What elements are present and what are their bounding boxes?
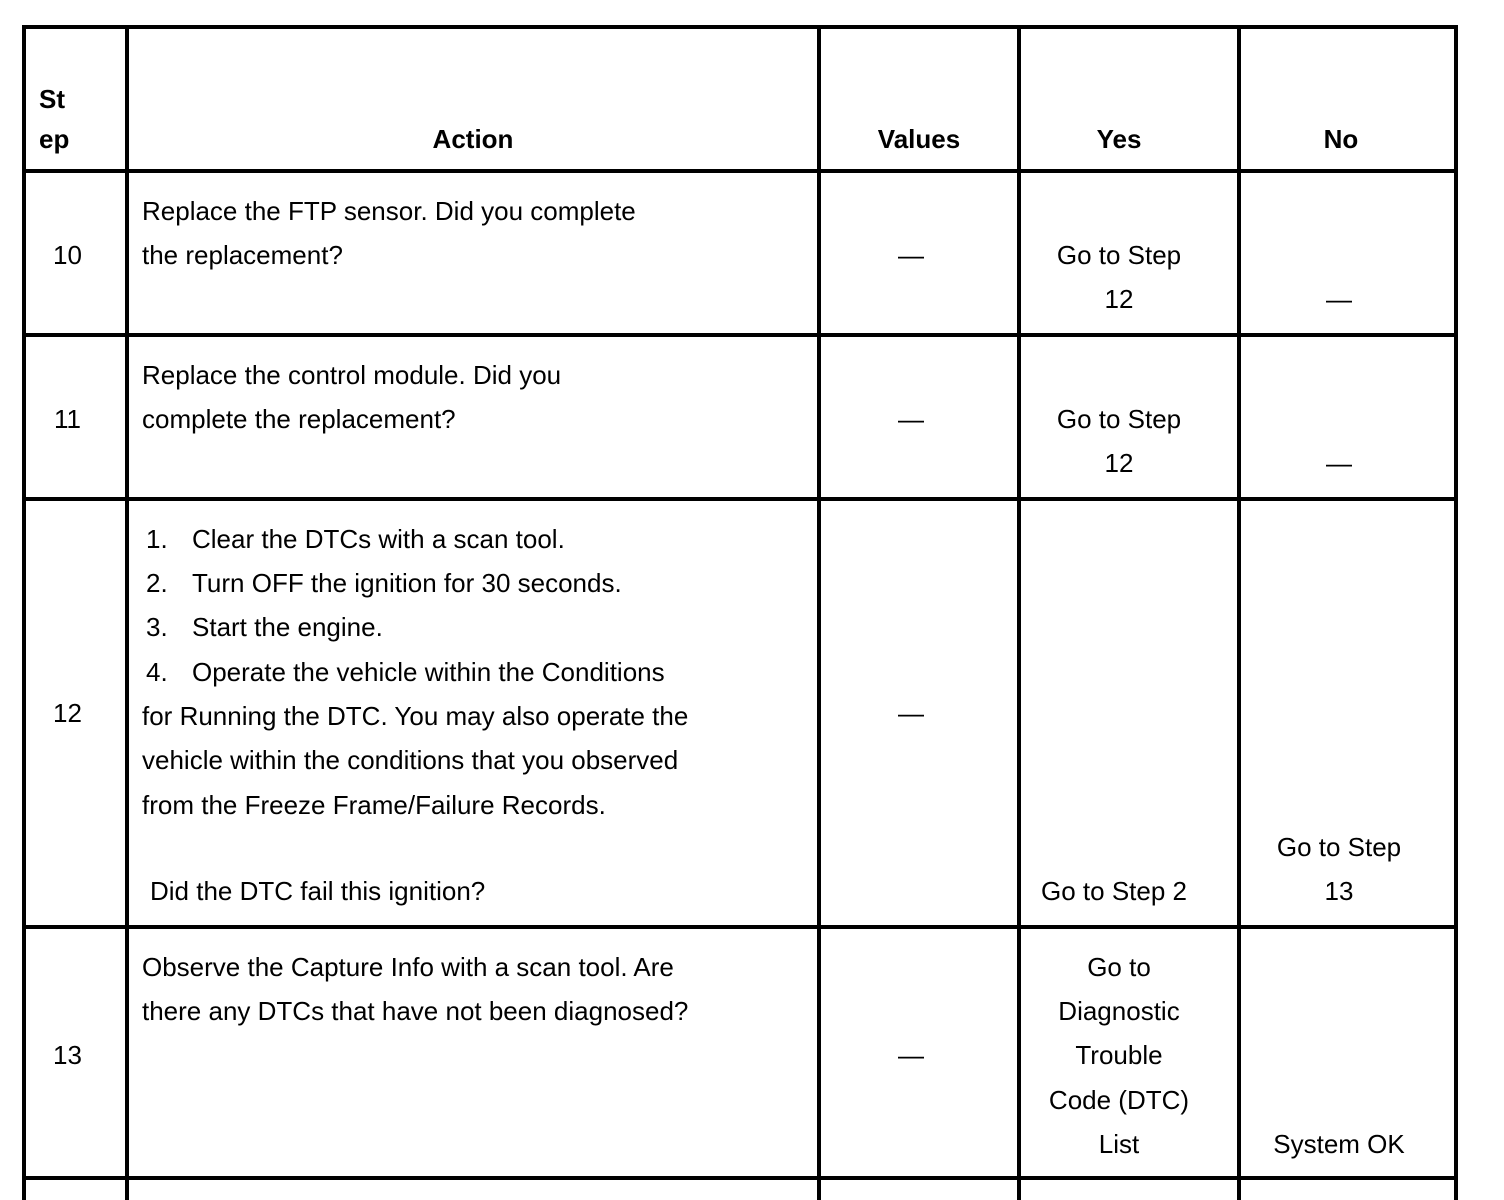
action-question: Did the DTC fail this ignition? bbox=[150, 876, 486, 906]
values-cell: — bbox=[898, 698, 924, 728]
step-number: 12 bbox=[53, 698, 82, 728]
values-cell: — bbox=[898, 240, 924, 270]
list-number: 3. bbox=[146, 612, 168, 642]
action-text-line: Replace the control module. Did you bbox=[142, 360, 562, 390]
action-list-item bbox=[142, 605, 383, 649]
action-text-line: from the Freeze Frame/Failure Records. bbox=[142, 790, 606, 820]
yes-text-line: Go to Step bbox=[1056, 404, 1182, 434]
list-text: Start the engine. bbox=[192, 612, 383, 642]
action-list-item bbox=[142, 650, 665, 694]
list-number: 1. bbox=[146, 524, 168, 554]
yes-text-line: List bbox=[1098, 1129, 1140, 1159]
action-text-line: the replacement? bbox=[142, 240, 343, 270]
row-divider bbox=[26, 169, 1454, 173]
header-step-line1: St bbox=[39, 84, 65, 114]
row-divider bbox=[26, 925, 1454, 929]
values-cell: — bbox=[898, 1040, 924, 1070]
header-action: Action bbox=[432, 124, 514, 154]
no-text-line: 13 bbox=[1324, 876, 1354, 906]
list-number: 4. bbox=[146, 657, 168, 687]
header-step-line2: ep bbox=[39, 124, 70, 154]
no-text-line: Go to Step bbox=[1276, 832, 1402, 862]
step-number: 13 bbox=[53, 1040, 82, 1070]
column-divider bbox=[817, 29, 821, 1200]
step-number: 10 bbox=[53, 240, 82, 270]
action-text-line: vehicle within the conditions that you observed bbox=[142, 745, 679, 775]
header-no: No bbox=[1323, 124, 1359, 154]
list-number: 2. bbox=[146, 568, 168, 598]
yes-text-line: Go to bbox=[1087, 952, 1151, 982]
list-text: Turn OFF the ignition for 30 seconds. bbox=[192, 568, 622, 598]
action-list-item bbox=[142, 561, 622, 605]
yes-text-line: 12 bbox=[1104, 448, 1134, 478]
header-yes: Yes bbox=[1096, 124, 1142, 154]
no-cell: System OK bbox=[1273, 1129, 1405, 1159]
action-list-item bbox=[142, 517, 565, 561]
action-text-line: Replace the FTP sensor. Did you complete bbox=[142, 196, 636, 226]
header-values: Values bbox=[877, 124, 961, 154]
yes-text-line: Diagnostic bbox=[1058, 996, 1180, 1026]
yes-text-line: Go to Step bbox=[1056, 240, 1182, 270]
yes-text-line: 12 bbox=[1104, 284, 1134, 314]
action-text-line: Observe the Capture Info with a scan tool. Are bbox=[142, 952, 674, 982]
column-divider bbox=[1237, 29, 1241, 1200]
yes-text-line: Code (DTC) bbox=[1048, 1085, 1190, 1115]
values-cell: — bbox=[898, 404, 924, 434]
row-divider bbox=[26, 333, 1454, 337]
yes-cell: Go to Step 2 bbox=[1041, 876, 1187, 906]
column-divider bbox=[125, 29, 129, 1200]
row-divider bbox=[26, 497, 1454, 501]
no-cell: — bbox=[1326, 284, 1352, 314]
action-text-line: complete the replacement? bbox=[142, 404, 456, 434]
yes-text-line: Trouble bbox=[1075, 1040, 1163, 1070]
no-cell: — bbox=[1326, 448, 1352, 478]
diagnostic-table bbox=[22, 25, 1458, 1200]
action-text-line: there any DTCs that have not been diagnosed? bbox=[142, 996, 689, 1026]
list-text: Operate the vehicle within the Conditions bbox=[192, 657, 665, 687]
action-text-line: for Running the DTC. You may also operate the bbox=[142, 701, 689, 731]
row-divider bbox=[26, 1176, 1454, 1180]
list-text: Clear the DTCs with a scan tool. bbox=[192, 524, 565, 554]
step-number: 11 bbox=[54, 404, 81, 434]
